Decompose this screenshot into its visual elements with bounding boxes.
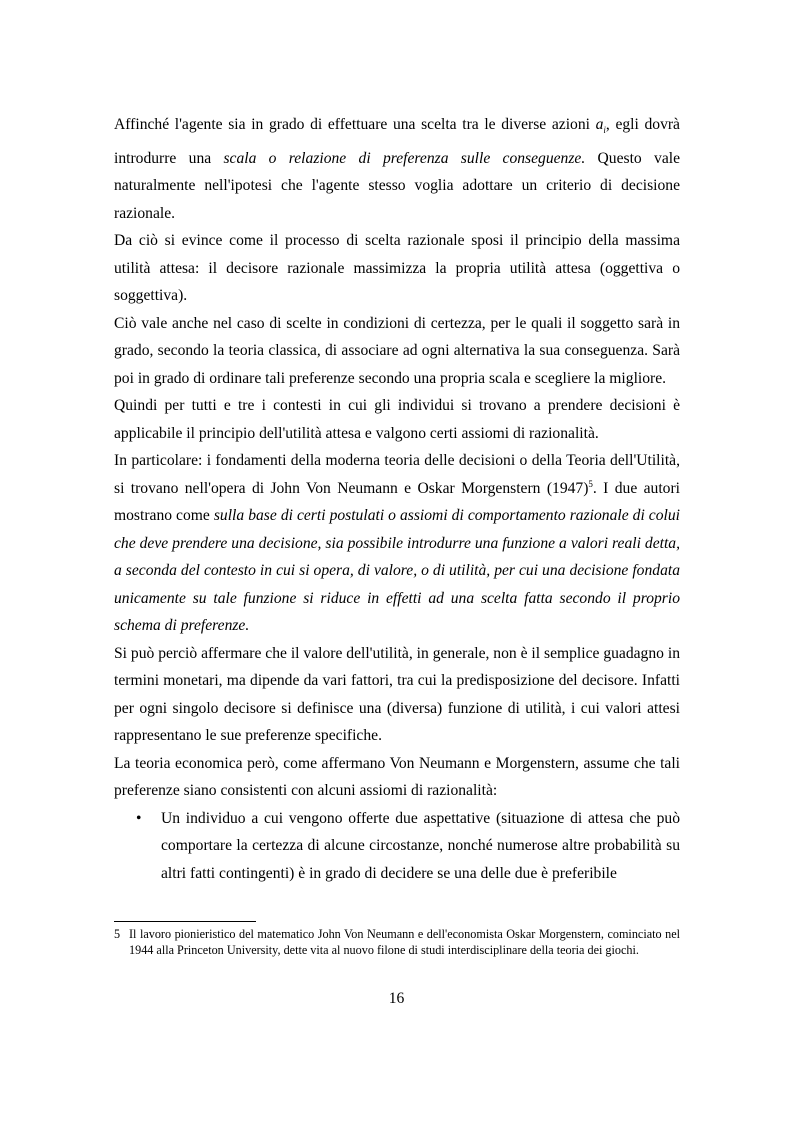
body-text xyxy=(114,111,680,887)
emphasis-text: scala o relazione di preferenza sulle conseguenze. xyxy=(223,149,586,167)
paragraph-5: In particolare: i fondamenti della moderna teoria delle decisioni o della Teoria dell'Utilità, si trovano nell'opera di John Von Neumann e Oskar Morgenstern $(1947)^5$. I due autori mostrano come sulla base di certi postulati o assiomi di comportamento razionale di colui che deve prendere una decisione, sia possibile introdurre una funzione a valori reali detta, a seconda del contesto in cui si opera, di valore, o di utilità, per cui una decisione fondata unicamente su tale funzione si riduce in effetti ad una scelta fatta secondo il proprio schema di preferenze. xyxy=(114,452,680,635)
footnote-number: 5 xyxy=(114,927,121,941)
footnote-text: Il lavoro pionieristico del matematico John Von Neumann e dell'economista Oskar Morgenstern, cominciato nel 1944 alla Princeton University, dette vita al nuovo filone di studi interdisciplinare della teoria dei giochi. xyxy=(129,927,680,957)
paragraph-3: Ciò vale anche nel caso di scelte in condizioni di certezza, per le quali il soggetto sarà in grado, secondo la teoria classica, di associare ad ogni alternativa la sua conseguenza. Sarà poi in grado di ordinare tali preferenze secondo una propria scala e scegliere la migliore. xyxy=(114,314,680,387)
footnote-divider xyxy=(114,921,256,922)
bullet-list xyxy=(114,805,680,888)
list-item xyxy=(114,805,680,888)
paragraph-6: Si può perciò affermare che il valore dell'utilità, in generale, non è il semplice guadagno in termini monetari, ma dipende da vari fattori, tra cui la predisposizione del decisore. Infatti per ogni singolo decisore si definisce una (diversa) funzione di utilità, i cui valori attesi rappresentano le sue preferenze specifiche. xyxy=(114,644,680,745)
paragraph-2: Da ciò si evince come il processo di scelta razionale sposi il principio della massima utilità attesa: il decisore razionale massimizza la propria utilità attesa (oggettiva o soggettiva). xyxy=(114,232,680,305)
footnote-reference[interactable]: 5 xyxy=(588,478,593,489)
paragraph-1: Affinché l'agente sia in grado di effettuare una scelta tra le diverse azioni $a_i$, egli dovrà introdurre una scala o relazione di preferenza sulle conseguenze. Questo vale naturalmente nell'ipotesi che l'agente stesso voglia adottare un criterio di decisione razionale. xyxy=(114,116,680,222)
paragraph-7: La teoria economica però, come affermano Von Neumann e Morgenstern, assume che tali preferenze siano consistenti con alcuni assiomi di razionalità: xyxy=(114,754,680,800)
page-number: 16 xyxy=(388,990,405,1007)
paragraph-4: Quindi per tutti e tre i contesti in cui gli individui si trovano a prendere decisioni è applicabile il principio dell'utilità attesa e valgono certi assiomi di razionalità. xyxy=(114,397,680,442)
bullet-icon: • xyxy=(136,809,142,827)
variable-a: $a_i$ xyxy=(595,116,606,136)
list-item-text: Un individuo a cui vengono offerte due aspettative (situazione di attesa che può comportare la certezza di alcune circostanze, nonché numerose altre probabilità su altri fatti contingenti) è in grado di decidere se una delle due è preferibile xyxy=(161,809,680,882)
footnote xyxy=(114,926,680,958)
emphasis-text: sulla base di certi postulati o assiomi di comportamento razionale di colui che deve prendere una decisione, sia possibile introdurre una funzione a valori reali detta, a seconda del contesto in cui si opera, di valore, o di utilità, per cui una decisione fondata unicamente su tale funzione si riduce in effetti ad una scelta fatta secondo il proprio schema di preferenze. xyxy=(114,507,680,635)
